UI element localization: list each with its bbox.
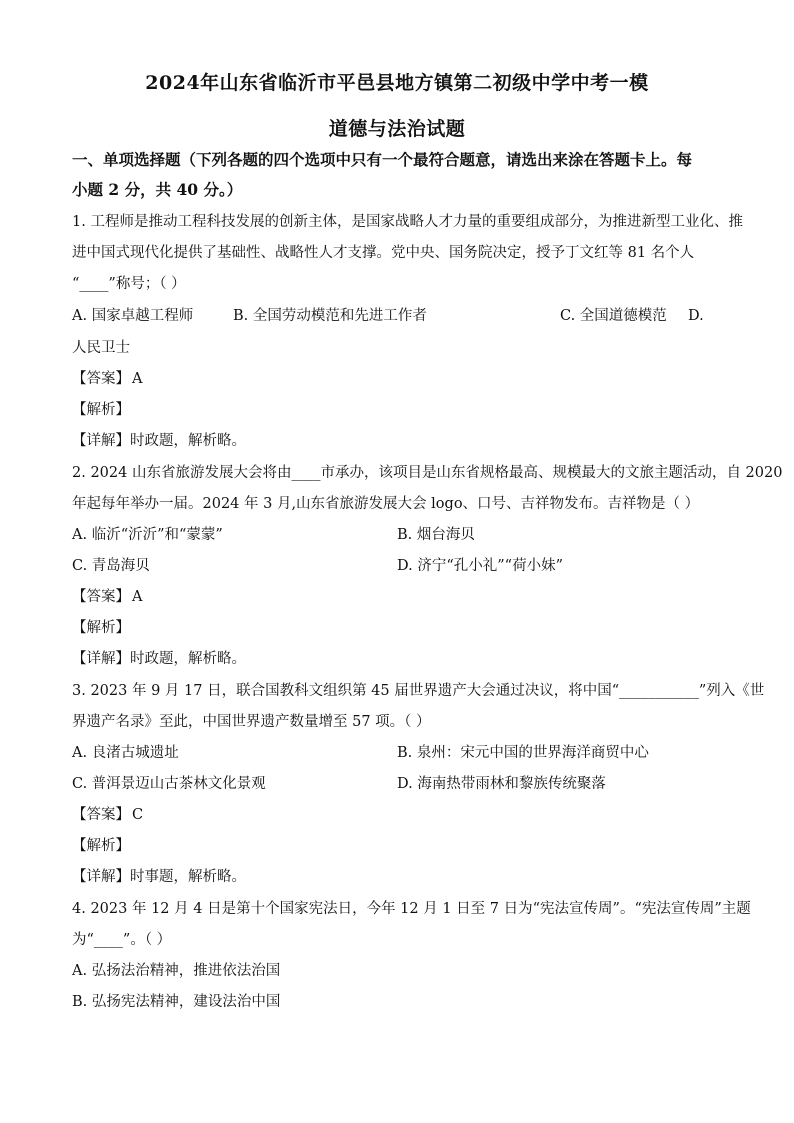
question-text-line: 3. 2023 年 9 月 17 日，联合国教科文组织第 45 届世界遗产大会通过决议，将中国“___________”列入《世: [72, 683, 765, 699]
option-a: A. 临沂“沂沂”和“蒙蒙”: [72, 527, 223, 543]
option-b: B. 全国劳动模范和先进工作者: [233, 308, 427, 324]
option-b: B. 烟台海贝: [397, 527, 475, 543]
detail-label: 【详解】: [72, 869, 130, 885]
detail-line: [72, 431, 246, 451]
question-text-line: “____”称号；（ ）: [72, 276, 186, 292]
answer-label: 【答案】: [72, 807, 130, 823]
option-c: C. 全国道德模范: [560, 308, 667, 324]
detail-line: [72, 867, 246, 887]
question-text-line: 为“____”。（ ）: [72, 932, 172, 948]
detail-line: [72, 649, 246, 669]
option-d-text: 人民卫士: [72, 340, 130, 356]
analysis-label: 【解析】: [72, 402, 130, 418]
option-d: D. 海南热带雨林和黎族传统聚落: [397, 776, 606, 792]
question-text-line: 进中国式现代化提供了基础性、战略性人才支撑。党中央、国务院决定，授予丁文红等 81 名个人: [72, 245, 695, 261]
option-d: D. 济宁“孔小礼”“荷小妹”: [397, 558, 563, 574]
option-c: C. 青岛海贝: [72, 558, 150, 574]
answer-label: 【答案】: [72, 589, 130, 605]
section-heading-line-1: 一、单项选择题（下列各题的四个选项中只有一个最符合题意，请选出来涂在答题卡上。每: [72, 150, 693, 169]
answer-value: A: [132, 371, 143, 387]
detail-text: 时政题，解析略。: [130, 433, 246, 449]
analysis-label: 【解析】: [72, 838, 130, 854]
detail-text: 时事题，解析略。: [130, 869, 246, 885]
answer-value: C: [132, 807, 144, 823]
option-b: B. 弘扬宪法精神，建设法治中国: [72, 994, 281, 1010]
question-text-line: 1. 工程师是推动工程科技发展的创新主体，是国家战略人才力量的重要组成部分，为推进新型工业化、推: [72, 214, 743, 230]
option-c: C. 普洱景迈山古茶林文化景观: [72, 776, 266, 792]
detail-label: 【详解】: [72, 433, 130, 449]
question-text-line: 年起每年举办一届。2024 年 3 月,山东省旅游发展大会 logo、口号、吉祥物发布。吉祥物是（ ）: [72, 496, 700, 512]
option-b: B. 泉州：宋元中国的世界海洋商贸中心: [397, 745, 649, 761]
option-a: A. 国家卓越工程师: [72, 308, 194, 324]
answer-line: [72, 369, 142, 389]
option-a: A. 弘扬法治精神，推进依法治国: [72, 963, 281, 979]
section-heading-line-2: 小题 2 分，共 40 分。）: [72, 180, 243, 199]
analysis-label: 【解析】: [72, 620, 130, 636]
answer-value: A: [132, 589, 143, 605]
option-a: A. 良渚古城遗址: [72, 745, 179, 761]
exam-title: 2024年山东省临沂市平邑县地方镇第二初级中学中考一模: [145, 72, 649, 94]
detail-text: 时政题，解析略。: [130, 651, 246, 667]
detail-label: 【详解】: [72, 651, 130, 667]
answer-line: [72, 587, 142, 607]
answer-line: [72, 805, 143, 825]
answer-label: 【答案】: [72, 371, 130, 387]
exam-subtitle: 道德与法治试题: [328, 118, 466, 140]
option-d: D.: [688, 308, 704, 324]
question-text-line: 2. 2024 山东省旅游发展大会将由____市承办，该项目是山东省规格最高、规模最大的文旅主题活动，自 2020: [72, 465, 783, 481]
question-text-line: 界遗产名录》至此，中国世界遗产数量增至 57 项。（ ）: [72, 714, 431, 730]
question-text-line: 4. 2023 年 12 月 4 日是第十个国家宪法日，今年 12 月 1 日至 7 日为“宪法宣传周”。“宪法宣传周”主题: [72, 901, 751, 917]
